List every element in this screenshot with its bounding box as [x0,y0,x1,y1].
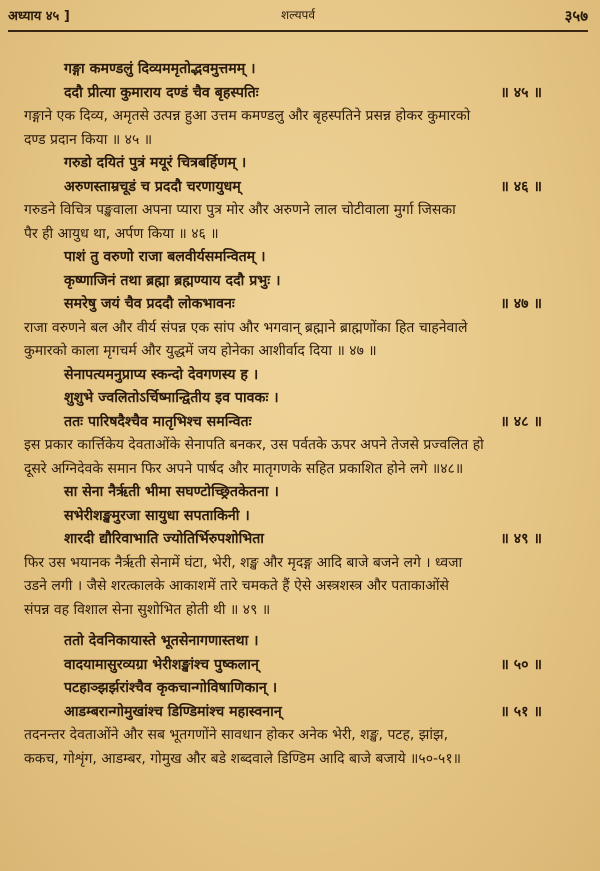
sanskrit-verse-line [24,82,586,106]
verse-text: ददौ प्रीत्या कुमाराय दण्डं चैव बृहस्पतिः [64,84,259,101]
sanskrit-verse-line [24,411,586,435]
hindi-translation-line: तदनन्तर देवताओंने और सब भूतगणोंने सावधान होकर अनेक भेरी, शङ्ख, पटह, झांझ, [24,727,449,743]
hindi-translation-line: गरुडने विचित्र पङ्खवाला अपना प्यारा पुत्र मोर और अरुणने लाल चोटीवाला मुर्गा जिसका [24,202,456,218]
sanskrit-verse-line [24,528,586,552]
verse-text: कृष्णाजिनं तथा ब्रह्मा ब्रह्मण्याय ददौ प्रभुः । [64,272,281,289]
sanskrit-verse-line [24,481,586,505]
verse-text: गरुडो दयितं पुत्रं मयूरं चित्रबर्हिणम् । [64,155,247,171]
page-number: ३५७ [564,7,588,25]
sanskrit-verse-line [24,58,586,82]
verse-text: शुशुभे ज्वलितोऽर्चिष्मान्द्वितीय इव पावकः । [64,390,279,406]
chapter-marker: अध्याय ४५ ] [8,9,70,24]
shloka-block [24,364,586,482]
hindi-translation-line: कुमारको काला मृगचर्म और युद्धमें जय होनेका आशीर्वाद दिया ॥ ४७ ॥ [24,343,377,359]
hindi-translation-line: उडने लगी । जैसे शरत्कालके आकाशमें तारे चमकते हैं ऐसे अस्त्रशस्त्र और पताकाओंसे [24,578,450,594]
verse-number: ॥ ४५ ॥ [500,84,542,101]
parva-title: शल्यपर्व [280,8,316,22]
sanskrit-verse-line [24,152,586,176]
hindi-translation-line: दूसरे अग्निदेवके समान फिर अपने पार्षद और मातृगणके सहित प्रकाशित होने लगे ॥४८॥ [24,460,464,477]
page-content [24,58,586,771]
verse-text: वादयामासुरव्यग्रा भेरीशङ्खांश्च पुष्कलान् [64,656,259,673]
shloka-block [24,246,586,364]
verse-text: समरेषु जयं चैव प्रददौ लोकभावनः [64,296,235,312]
verse-text: ततः पारिषदैश्चैव मातृभिश्च समन्वितः [64,413,252,430]
hindi-translation-line: संपन्न वह विशाल सेना सुशोभित होती थी ॥ ४९ ॥ [24,601,271,618]
verse-number: ॥ ५१ ॥ [500,703,542,720]
shloka-block [24,152,586,246]
hindi-translation-line: इस प्रकार कार्त्तिकेय देवताओंके सेनापति बनकर, उस पर्वतके ऊपर अपने तेजसे प्रज्वलित हो [24,437,484,453]
verse-number: ॥ ४९ ॥ [500,531,542,547]
verse-text: सा सेना नैर्ऋती भीमा सघण्टोच्छ्रितकेतना । [64,484,279,500]
verse-number: ॥ ५० ॥ [500,656,542,673]
sanskrit-verse-line [24,701,586,725]
verse-number: ॥ ४६ ॥ [500,178,542,195]
shloka-block [24,481,586,622]
sanskrit-verse-line [24,364,586,388]
verse-text: पाशं तु वरुणो राजा बलवीर्यसमन्वितम् । [64,249,266,265]
block-spacer [24,622,586,630]
verse-text: अरुणस्ताम्रचूडं च प्रददौ चरणायुधम् [64,178,241,195]
shloka-block [24,630,586,771]
verse-number: ॥ ४७ ॥ [500,296,542,312]
sanskrit-verse-line [24,630,586,654]
verse-number: ॥ ४८ ॥ [500,413,542,430]
verse-text: सभेरीशङ्खमुरजा सायुधा सपताकिनी । [64,507,250,524]
hindi-translation-line: राजा वरुणने बल और वीर्य संपन्न एक सांप और भगवान् ब्रह्माने ब्राह्मणोंका हित चाहनेवाले [24,319,468,336]
sanskrit-verse-line [24,246,586,270]
verse-text: पटहाञ्झर्झरांश्चैव कृकचान्गोविषाणिकान् । [64,680,278,696]
sanskrit-verse-line [24,293,586,317]
verse-text: गङ्गा कमण्डलुं दिव्यममृतोद्भवमुत्तमम् । [64,61,256,77]
sanskrit-verse-line [24,654,586,678]
verse-text: आडम्बरान्गोमुखांश्च डिण्डिमांश्च महास्वनान् [64,703,282,720]
sanskrit-verse-line [24,270,586,294]
shloka-block [24,58,586,152]
hindi-translation-line: दण्ड प्रदान किया ॥ ४५ ॥ [24,131,153,148]
hindi-translation-line: ककच, गोशृंग, आडम्बर, गोमुख और बडे शब्दवाले डिण्डिम आदि बाजे बजाये ॥५०-५१॥ [24,750,461,767]
verse-text: शारदी द्यौरिवाभाति ज्योतिर्भिरुपशोभिता [64,531,264,547]
hindi-translation-line: फिर उस भयानक नैर्ऋती सेनामें घंटा, भेरी, शङ्ख और मृदङ्ग आदि बाजे बजने लगे । ध्वजा [24,554,463,571]
sanskrit-verse-line [24,387,586,411]
verse-text: ततो देवनिकायास्ते भूतसेनागणास्तथा । [64,633,259,649]
hindi-translation-line: पैर ही आयुध था, अर्पण किया ॥ ४६ ॥ [24,225,219,242]
sanskrit-verse-line [24,176,586,200]
sanskrit-verse-line [24,677,586,701]
verse-text: सेनापत्यमनुप्राप्य स्कन्दो देवगणस्य ह । [64,366,259,383]
page-header [8,0,588,32]
sanskrit-verse-line [24,505,586,529]
hindi-translation-line: गङ्गाने एक दिव्य, अमृतसे उत्पन्न हुआ उत्तम कमण्डलु और बृहस्पतिने प्रसन्न होकर कुमारको [24,108,471,124]
